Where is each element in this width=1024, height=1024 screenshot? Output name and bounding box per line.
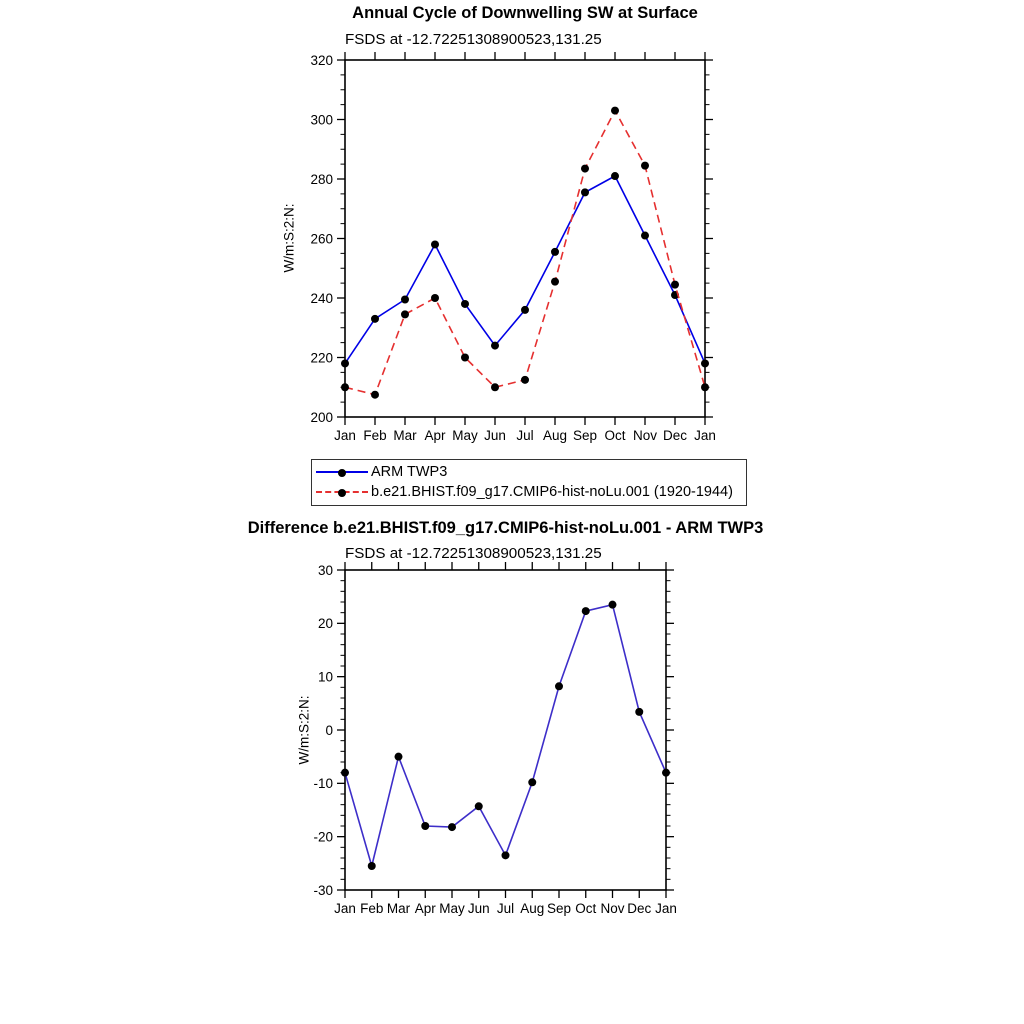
data-point-marker [641,162,649,170]
data-point-marker [371,391,379,399]
data-point-marker [662,769,670,777]
y-tick-label: 10 [317,669,333,685]
x-tick-label: Jun [484,428,506,443]
data-point-marker [521,376,529,384]
legend-item-model [312,482,746,502]
x-tick-label: Dec [627,901,652,916]
data-point-marker [611,172,619,180]
y-tick-label: 300 [310,112,333,128]
y-tick-label: -30 [313,882,333,898]
data-point-marker [461,300,469,308]
series-line [345,176,705,363]
y-tick-label: -10 [313,776,333,792]
bottom-chart-title: Difference b.e21.BHIST.f09_g17.CMIP6-hist-noLu.001 - ARM TWP3 [247,519,764,537]
y-tick-label: -20 [313,829,333,845]
data-point-marker [341,359,349,367]
x-tick-label: Apr [414,901,436,916]
data-point-marker [341,769,349,777]
data-point-marker [551,278,559,286]
top-chart-subtitle: FSDS at -12.72251308900523,131.25 [345,31,602,48]
y-tick-label: 320 [310,52,333,68]
y-tick-label: 30 [317,562,333,578]
data-point-marker [371,315,379,323]
y-tick-label: 20 [317,616,333,632]
y-tick-label: 240 [310,290,333,306]
x-tick-label: Mar [393,428,417,443]
legend-line-sample-solid [316,471,368,473]
data-point-marker [581,188,589,196]
x-axis-ticks [334,52,716,443]
data-point-marker [401,310,409,318]
x-tick-label: Aug [520,901,545,916]
x-tick-label: Dec [662,428,688,443]
data-point-marker [609,601,617,609]
data-point-marker [502,851,510,859]
data-point-marker [421,822,429,830]
x-axis-ticks [334,562,677,916]
series-line [345,111,705,395]
legend-line-sample-dashed [316,491,368,493]
x-tick-label: Nov [600,901,625,916]
bottom-chart-subtitle: FSDS at -12.72251308900523,131.25 [345,545,602,562]
data-point-marker [431,294,439,302]
legend-item-arm-twp3 [312,462,746,482]
data-point-marker [581,165,589,173]
x-tick-label: Jun [467,901,490,916]
x-tick-label: Sep [572,428,598,443]
legend-label: ARM TWP3 [371,464,448,480]
x-tick-label: Apr [424,428,446,443]
data-point-marker [635,708,643,716]
y-tick-label: 280 [310,171,333,187]
x-tick-label: Jan [655,901,677,916]
y-tick-label: 200 [310,409,333,425]
data-point-marker [395,753,403,761]
x-tick-label: Mar [386,901,411,916]
data-point-marker [491,342,499,350]
y-axis-ticks [310,53,713,425]
data-point-marker [491,383,499,391]
y-tick-label: 260 [310,231,333,247]
top-chart-y-axis-label: W/m:S:2:N: [281,203,297,273]
x-tick-label: Jul [496,901,515,916]
data-point-marker [448,823,456,831]
data-point-marker [555,682,563,690]
legend-marker-dot-icon [338,469,346,477]
data-point-marker [611,107,619,115]
plot-frame [345,570,666,890]
x-tick-label: Nov [632,428,658,443]
x-tick-label: Aug [542,428,568,443]
data-point-marker [551,248,559,256]
legend-box [311,459,747,506]
y-axis-ticks [313,563,674,898]
x-tick-label: Sep [546,901,572,916]
bottom-chart-y-axis-label: W/m:S:2:N: [296,695,312,765]
x-tick-label: Feb [363,428,387,443]
legend-label: b.e21.BHIST.f09_g17.CMIP6-hist-noLu.001 (1920-1944) [371,484,733,500]
chart-annual-cycle [310,52,715,443]
data-point-marker [582,607,590,615]
x-tick-label: Oct [575,901,597,916]
x-tick-label: May [439,901,465,916]
data-point-marker [528,778,536,786]
series-line [345,605,666,866]
legend-marker-dot-icon [338,489,346,497]
x-tick-label: Feb [360,901,384,916]
data-point-marker [701,359,709,367]
plot-frame [345,60,705,417]
x-tick-label: Jan [334,901,356,916]
data-point-marker [461,354,469,362]
data-point-marker [401,295,409,303]
x-tick-label: Jan [334,428,356,443]
series-difference-model-arm-twp3 [341,601,670,870]
y-tick-label: 0 [325,722,333,738]
chart-difference [313,562,676,916]
data-point-marker [521,306,529,314]
data-point-marker [341,383,349,391]
data-point-marker [701,383,709,391]
y-tick-label: 220 [310,350,333,366]
x-tick-label: Oct [604,428,626,443]
data-point-marker [475,802,483,810]
data-point-marker [641,232,649,240]
x-tick-label: Jul [516,428,534,443]
data-point-marker [368,862,376,870]
data-point-marker [431,240,439,248]
x-tick-label: Jan [694,428,716,443]
x-tick-label: May [452,428,478,443]
data-point-marker [671,281,679,289]
top-chart-title: Annual Cycle of Downwelling SW at Surface [352,4,698,22]
